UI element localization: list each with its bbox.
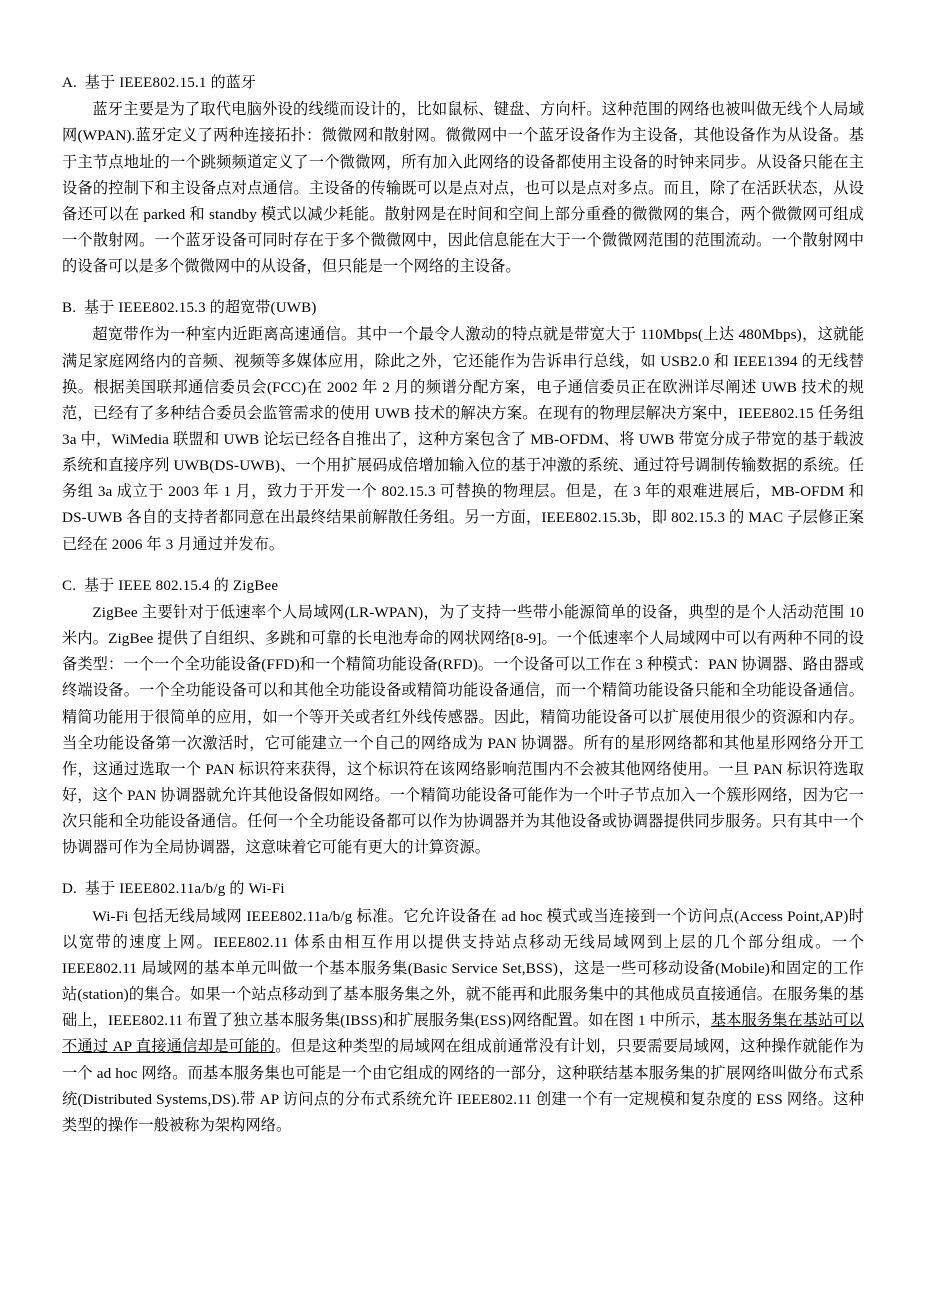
paragraph-d-underlined-clause: 基本服务集在基站可以不通过 AP 直接通信却是可能的 [62,1012,865,1056]
section-bluetooth [62,72,864,280]
section-zigbee [62,575,864,862]
section-paragraph-c: ZigBee 主要针对于低速率个人局域网(LR-WPAN)，为了支持一些带小能源简单的设备，典型的是个人活动范围 10 米内。ZigBee 提供了自组织、多跳和可靠的长电池寿命的网状网络[8-9]。一个低速率个人局域网中可以有两种不同的设备类型：一个一个全功能设备(FFD)和一个精简功能设备(RFD)。一个设备可以工作在 3 种模式：PAN 协调器、路由器或终端设备。一个全功能设备可以和其他全功能设备或精简功能设备通信，而一个精简功能设备只能和全功能设备通信。精简功能用于很简单的应用，如一个等开关或者红外线传感器。因此，精简功能设备可以扩展使用很少的资源和内存。当全功能设备第一次激活时，它可能建立一个自己的网络成为 PAN 协调器。所有的星形网络都和其他星形网络分开工作，这通过选取一个 PAN 标识符来获得，这个标识符在该网络影响范围内不会被其他网络使用。一旦 PAN 标识符选取好，这个 PAN 协调器就允许其他设备假如网络。一个精简功能设备可能作为一个叶子节点加入一个簇形网络，因为它一次只能和全功能设备通信。任何一个全功能设备都可以作为协调器并为其他设备或协调器提供同步服务。只有其中一个协调器可作为全局协调器，这意味着它可能有更大的计算资源。 [62,604,864,857]
section-uwb [62,297,864,558]
paragraph-d-part1: Wi-Fi 包括无线局域网 IEEE802.11a/b/g 标准。它允许设备在 ad hoc 模式或当连接到一个访问点(Access Point,AP)时以宽带的速度上网。IEEE802.11 体系由相互作用以提供支持站点移动无线局域网到上层的几个部分组成。一个 IEEE802.11 局域网的基本单元叫做一个基本服务集(Basic Service Set,BSS)，这是一些可移动设备(Mobile)和固定的工作站(station)的集合。如果一个站点移动到了基本服务集之外，就不能再和此服务集中的其他成员直接通信。在服务集的基础上，IEEE802.11 布置了独立基本服务集(IBSS)和扩展服务集(ESS)网络配置。如在图 1 中所示， [62,907,864,1030]
section-wifi [62,878,864,1139]
section-heading-d: D. 基于 IEEE802.11a/b/g 的 Wi-Fi [62,881,285,898]
paragraph-d-part2: 。但是这种类型的局域网在组成前通常没有计划，只要需要局域网，这种操作就能作为一个 ad hoc 网络。而基本服务集也可能是一个由它组成的网络的一部分，这种联结基本服务集的扩展网络叫做分布式系统(Distributed Systems,DS).带 AP 访问点的分布式系统允许 IEEE802.11 创建一个有一定规模和复杂度的 ESS 网络。这种类型的操作一般被称为架构网络。 [62,1038,864,1134]
section-paragraph-b: 超宽带作为一种室内近距离高速通信。其中一个最令人激动的特点就是带宽大于 110Mbps(上达 480Mbps)，这就能满足家庭网络内的音频、视频等多媒体应用，除此之外，它还能作为告诉串行总线，如 USB2.0 和 IEEE1394 的无线替换。根据美国联邦通信委员会(FCC)在 2002 年 2 月的频谱分配方案，电子通信委员正在欧洲详尽阐述 UWB 技术的规范，已经有了多种结合委员会监管需求的使用 UWB 技术的解决方案。在现有的物理层解决方案中，IEEE802.15 任务组 3a 中，WiMedia 联盟和 UWB 论坛已经各自推出了，这种方案包含了 MB-OFDM、将 UWB 带宽分成子带宽的基于载波系统和直接序列 UWB(DS-UWB)、一个用扩展码成倍增加输入位的基于冲激的系统、通过符号调制传输数据的系统。任务组 3a 成立于 2003 年 1 月，致力于开发一个 802.15.3 可替换的物理层。但是，在 3 年的艰难进展后，MB-OFDM 和 DS-UWB 各自的支持者都同意在出最终结果前解散任务组。另一方面，IEEE802.15.3b，即 802.15.3 的 MAC 子层修正案已经在 2006 年 3 月通过并发布。 [62,326,864,553]
section-heading-a: A. 基于 IEEE802.15.1 的蓝牙 [62,75,257,91]
section-paragraph-a: 蓝牙主要是为了取代电脑外设的线缆而设计的，比如鼠标、键盘、方向杆。这种范围的网络也被叫做无线个人局域网(WPAN).蓝牙定义了两种连接拓扑：微微网和散射网。微微网中一个蓝牙设备作为主设备，其他设备作为从设备。基于主节点地址的一个跳频频道定义了一个微微网，所有加入此网络的设备都使用主设备的时钟来同步。从设备只能在主设备的控制下和主设备点对点通信。主设备的传输既可以是点对点，也可以是点对多点。而且，除了在活跃状态，从设备还可以在 parked 和 standby 模式以减少耗能。散射网是在时间和空间上部分重叠的微微网的集合，两个微微网可组成一个散射网。一个蓝牙设备可同时存在于多个微微网中，因此信息能在大于一个微微网范围的范围流动。一个散射网中的设备可以是多个微微网中的从设备，但只能是一个网络的主设备。 [62,101,864,276]
section-heading-c: C. 基于 IEEE 802.15.4 的 ZigBee [62,577,279,594]
section-paragraph-d [62,904,864,1139]
section-heading-b: B. 基于 IEEE802.15.3 的超宽带(UWB) [62,300,317,317]
